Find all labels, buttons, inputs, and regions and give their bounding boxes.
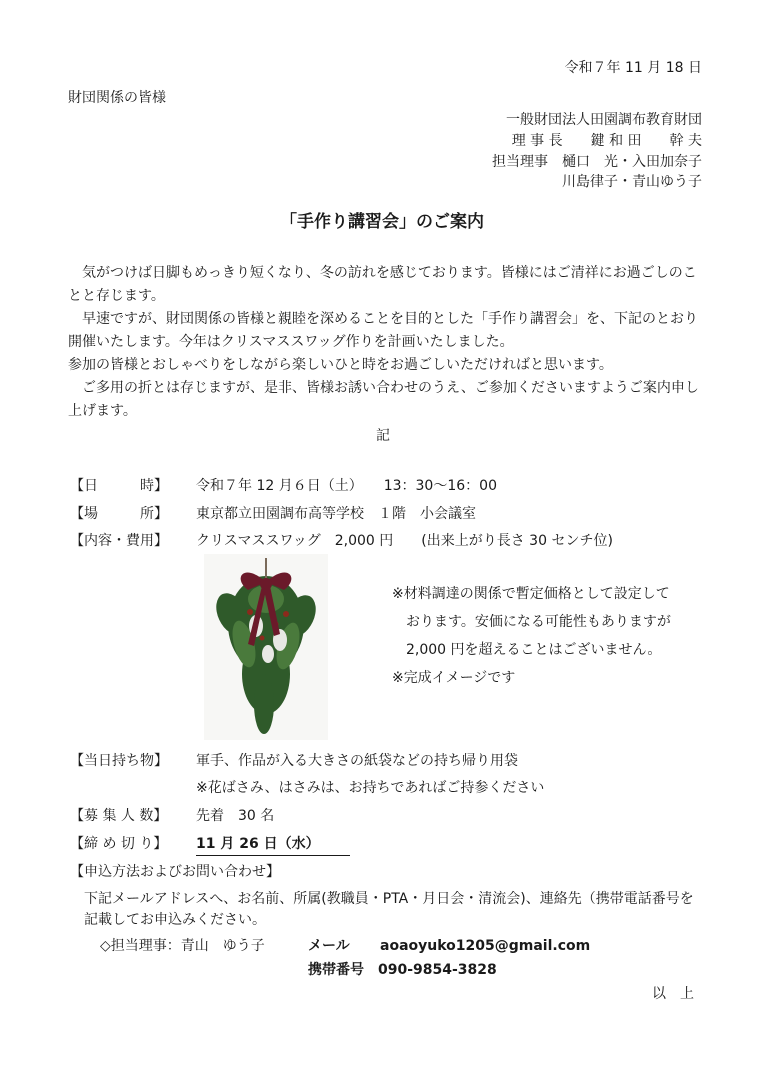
- date-value: 令和７年 12 月６日（土） 13：30～16：00: [196, 478, 497, 494]
- content-value: クリスマススワッグ 2,000 円 (出来上がり長さ 30 センチ位): [196, 533, 613, 549]
- sender-staff: 担当理事 樋口 光・入田加奈子: [492, 154, 702, 170]
- image-note: ※完成イメージです: [392, 670, 516, 686]
- apply-text: 下記メールアドレスへ、お名前、所属(教職員・PTA・月日会・清流会)、連絡先（携帯電話番号を: [84, 891, 694, 907]
- swag-image: [204, 554, 328, 740]
- mail-address[interactable]: aoaoyuko1205@gmail.com: [380, 938, 591, 954]
- bring-note: ※花ばさみ、はさみは、お持ちであればご持参ください: [196, 780, 545, 796]
- price-note-1: ※材料調達の関係で暫定価格として設定して: [392, 586, 670, 602]
- contact-name: ◇担当理事：青山 ゆう子: [100, 938, 265, 954]
- apply-label: 【申込方法およびお問い合わせ】: [70, 864, 280, 880]
- price-note-3: 2,000 円を超えることはございません。: [392, 642, 662, 658]
- phone-number: 090-9854-3828: [378, 962, 497, 978]
- body-line: 上げます。: [68, 403, 137, 419]
- mail-label: メール: [308, 938, 350, 954]
- count-value: 先着 30 名: [196, 808, 275, 824]
- sender-chair: 理 事 長 鍵 和 田 幹 夫: [511, 133, 702, 149]
- body-line: 参加の皆様とおしゃべりをしながら楽しいひと時をお過ごしいただければと思います。: [68, 357, 613, 373]
- place-label: 【場 所】: [70, 506, 168, 522]
- body-text: [68, 262, 708, 423]
- bring-label: 【当日持ち物】: [70, 753, 168, 769]
- ki-mark: 記: [376, 428, 390, 444]
- body-line: ご多用の折とは存じますが、是非、皆様お誘い合わせのうえ、ご参加くださいますようご案内申し: [68, 380, 699, 396]
- date-label: 【日 時】: [70, 478, 168, 494]
- deadline-label: 【締 め 切 り】: [70, 836, 168, 852]
- count-label: 【募 集 人 数】: [70, 808, 168, 824]
- deadline-value: 11 月 26 日（水）: [196, 834, 350, 856]
- content-label: 【内容・費用】: [70, 533, 168, 549]
- body-line: 早速ですが、財団関係の皆様と親睦を深めることを目的とした「手作り講習会」を、下記のとおり: [68, 311, 698, 327]
- body-line: とと存じます。: [68, 288, 165, 304]
- phone-label: 携帯番号: [308, 962, 364, 978]
- closing-mark: 以 上: [652, 986, 694, 1002]
- sender-staff-cont: 川島律子・青山ゆう子: [562, 174, 702, 190]
- body-line: 開催いたします。今年はクリスマススワッグ作りを計画いたしました。: [68, 334, 514, 350]
- place-value: 東京都立田園調布高等学校 １階 小会議室: [196, 506, 476, 522]
- sender-org: 一般財団法人田園調布教育財団: [506, 112, 702, 128]
- addressee: 財団関係の皆様: [68, 90, 166, 106]
- page-title: 「手作り講習会」のご案内: [280, 212, 484, 232]
- letter-date: 令和７年 11 月 18 日: [564, 60, 702, 76]
- bring-value: 軍手、作品が入る大きさの紙袋などの持ち帰り用袋: [196, 753, 518, 769]
- body-line: 気がつけば日脚もめっきり短くなり、冬の訪れを感じております。皆様にはご清祥にお過ごしのこ: [68, 265, 697, 281]
- price-note-2: おります。安価になる可能性もありますが: [392, 614, 671, 630]
- apply-text-cont: 記載してお申込みください。: [84, 912, 266, 928]
